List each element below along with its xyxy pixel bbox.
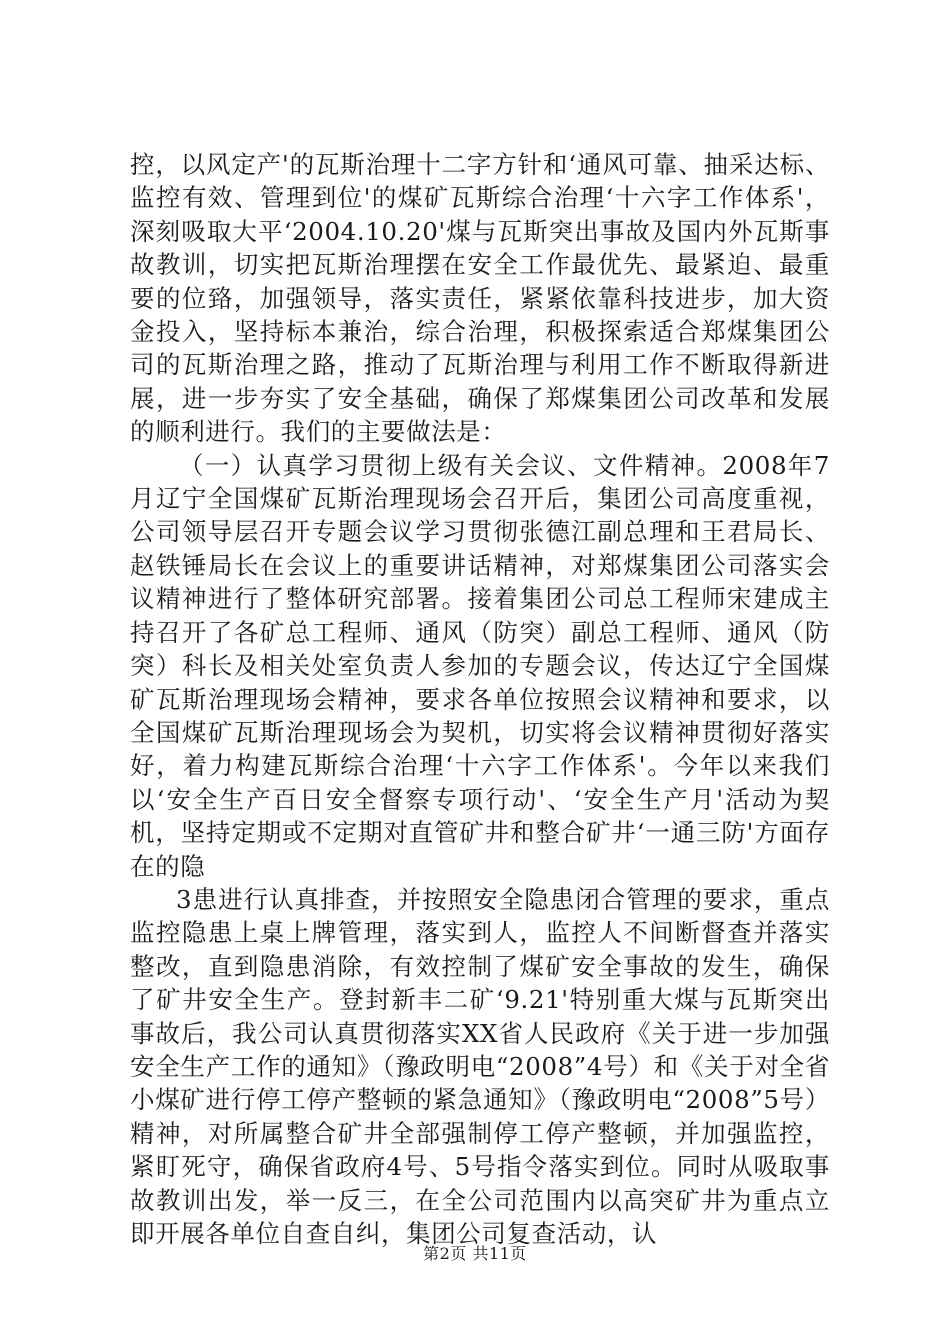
page-footer: 第2页 共11页 xyxy=(423,1244,527,1263)
document-body xyxy=(130,148,830,1250)
paragraph-continuation: 控，以风定产'的瓦斯治理十二字方针和‘通风可靠、抽采达标、监控有效、管理到位'的煤矿瓦斯综合治理‘十六字工作体系'，深刻吸取大平‘2004.10.20'煤与瓦斯突出事故及国内外瓦斯事故教训，切实把瓦斯治理摆在安全工作最优先、最紧迫、最重要的位臵，加强领导，落实责任，紧紧依靠科技进步，加大资金投入，坚持标本兼治，综合治理，积极探索适合郑煤集团公司的瓦斯治理之路，推动了瓦斯治理与利用工作不断取得新进展，进一步夯实了安全基础，确保了郑煤集团公司改革和发展的顺利进行。我们的主要做法是： xyxy=(130,150,830,447)
paragraph-section-one: （一）认真学习贯彻上级有关会议、文件精神。2008年7月辽宁全国煤矿瓦斯治理现场会召开后，集团公司高度重视，公司领导层召开专题会议学习贯彻张德江副总理和王君局长、赵铁锤局长在会议上的重要讲话精神，对郑煤集团公司落实会议精神进行了整体研究部署。接着集团公司总工程师宋建成主持召开了各矿总工程师、通风（防突）副总工程师、通风（防突）科长及相关处室负责人参加的专题会议，传达辽宁全国煤矿瓦斯治理现场会精神，要求各单位按照会议精神和要求，以全国煤矿瓦斯治理现场会为契机，切实将会议精神贯彻好落实好，着力构建瓦斯综合治理‘十六字工作体系'。今年以来我们以‘安全生产百日安全督察专项行动'、‘安全生产月'活动为契机，坚持定期或不定期对直管矿井和整合矿井‘一通三防'方面存在的隐 xyxy=(130,450,830,881)
paragraph-hazard-investigation: 3患进行认真排查，并按照安全隐患闭合管理的要求，重点监控隐患上桌上牌管理，落实到人，监控人不间断督查并落实整改，直到隐患消除，有效控制了煤矿安全事故的发生，确保了矿井安全生产。登封新丰二矿‘9.21'特别重大煤与瓦斯突出事故后，我公司认真贯彻落实XX省人民政府《关于进一步加强安全生产工作的通知》（豫政明电“2008”4号）和《关于对全省小煤矿进行停工停产整顿的紧急通知》（豫政明电“2008”5号）精神，对所属整合矿井全部强制停工停产整顿，并加强监控，紧盯死守，确保省政府4号、5号指令落实到位。同时从吸取事故教训出发，举一反三，在全公司范围内以高突矿井为重点立即开展各单位自查自纠，集团公司复查活动，认 xyxy=(130,884,830,1248)
